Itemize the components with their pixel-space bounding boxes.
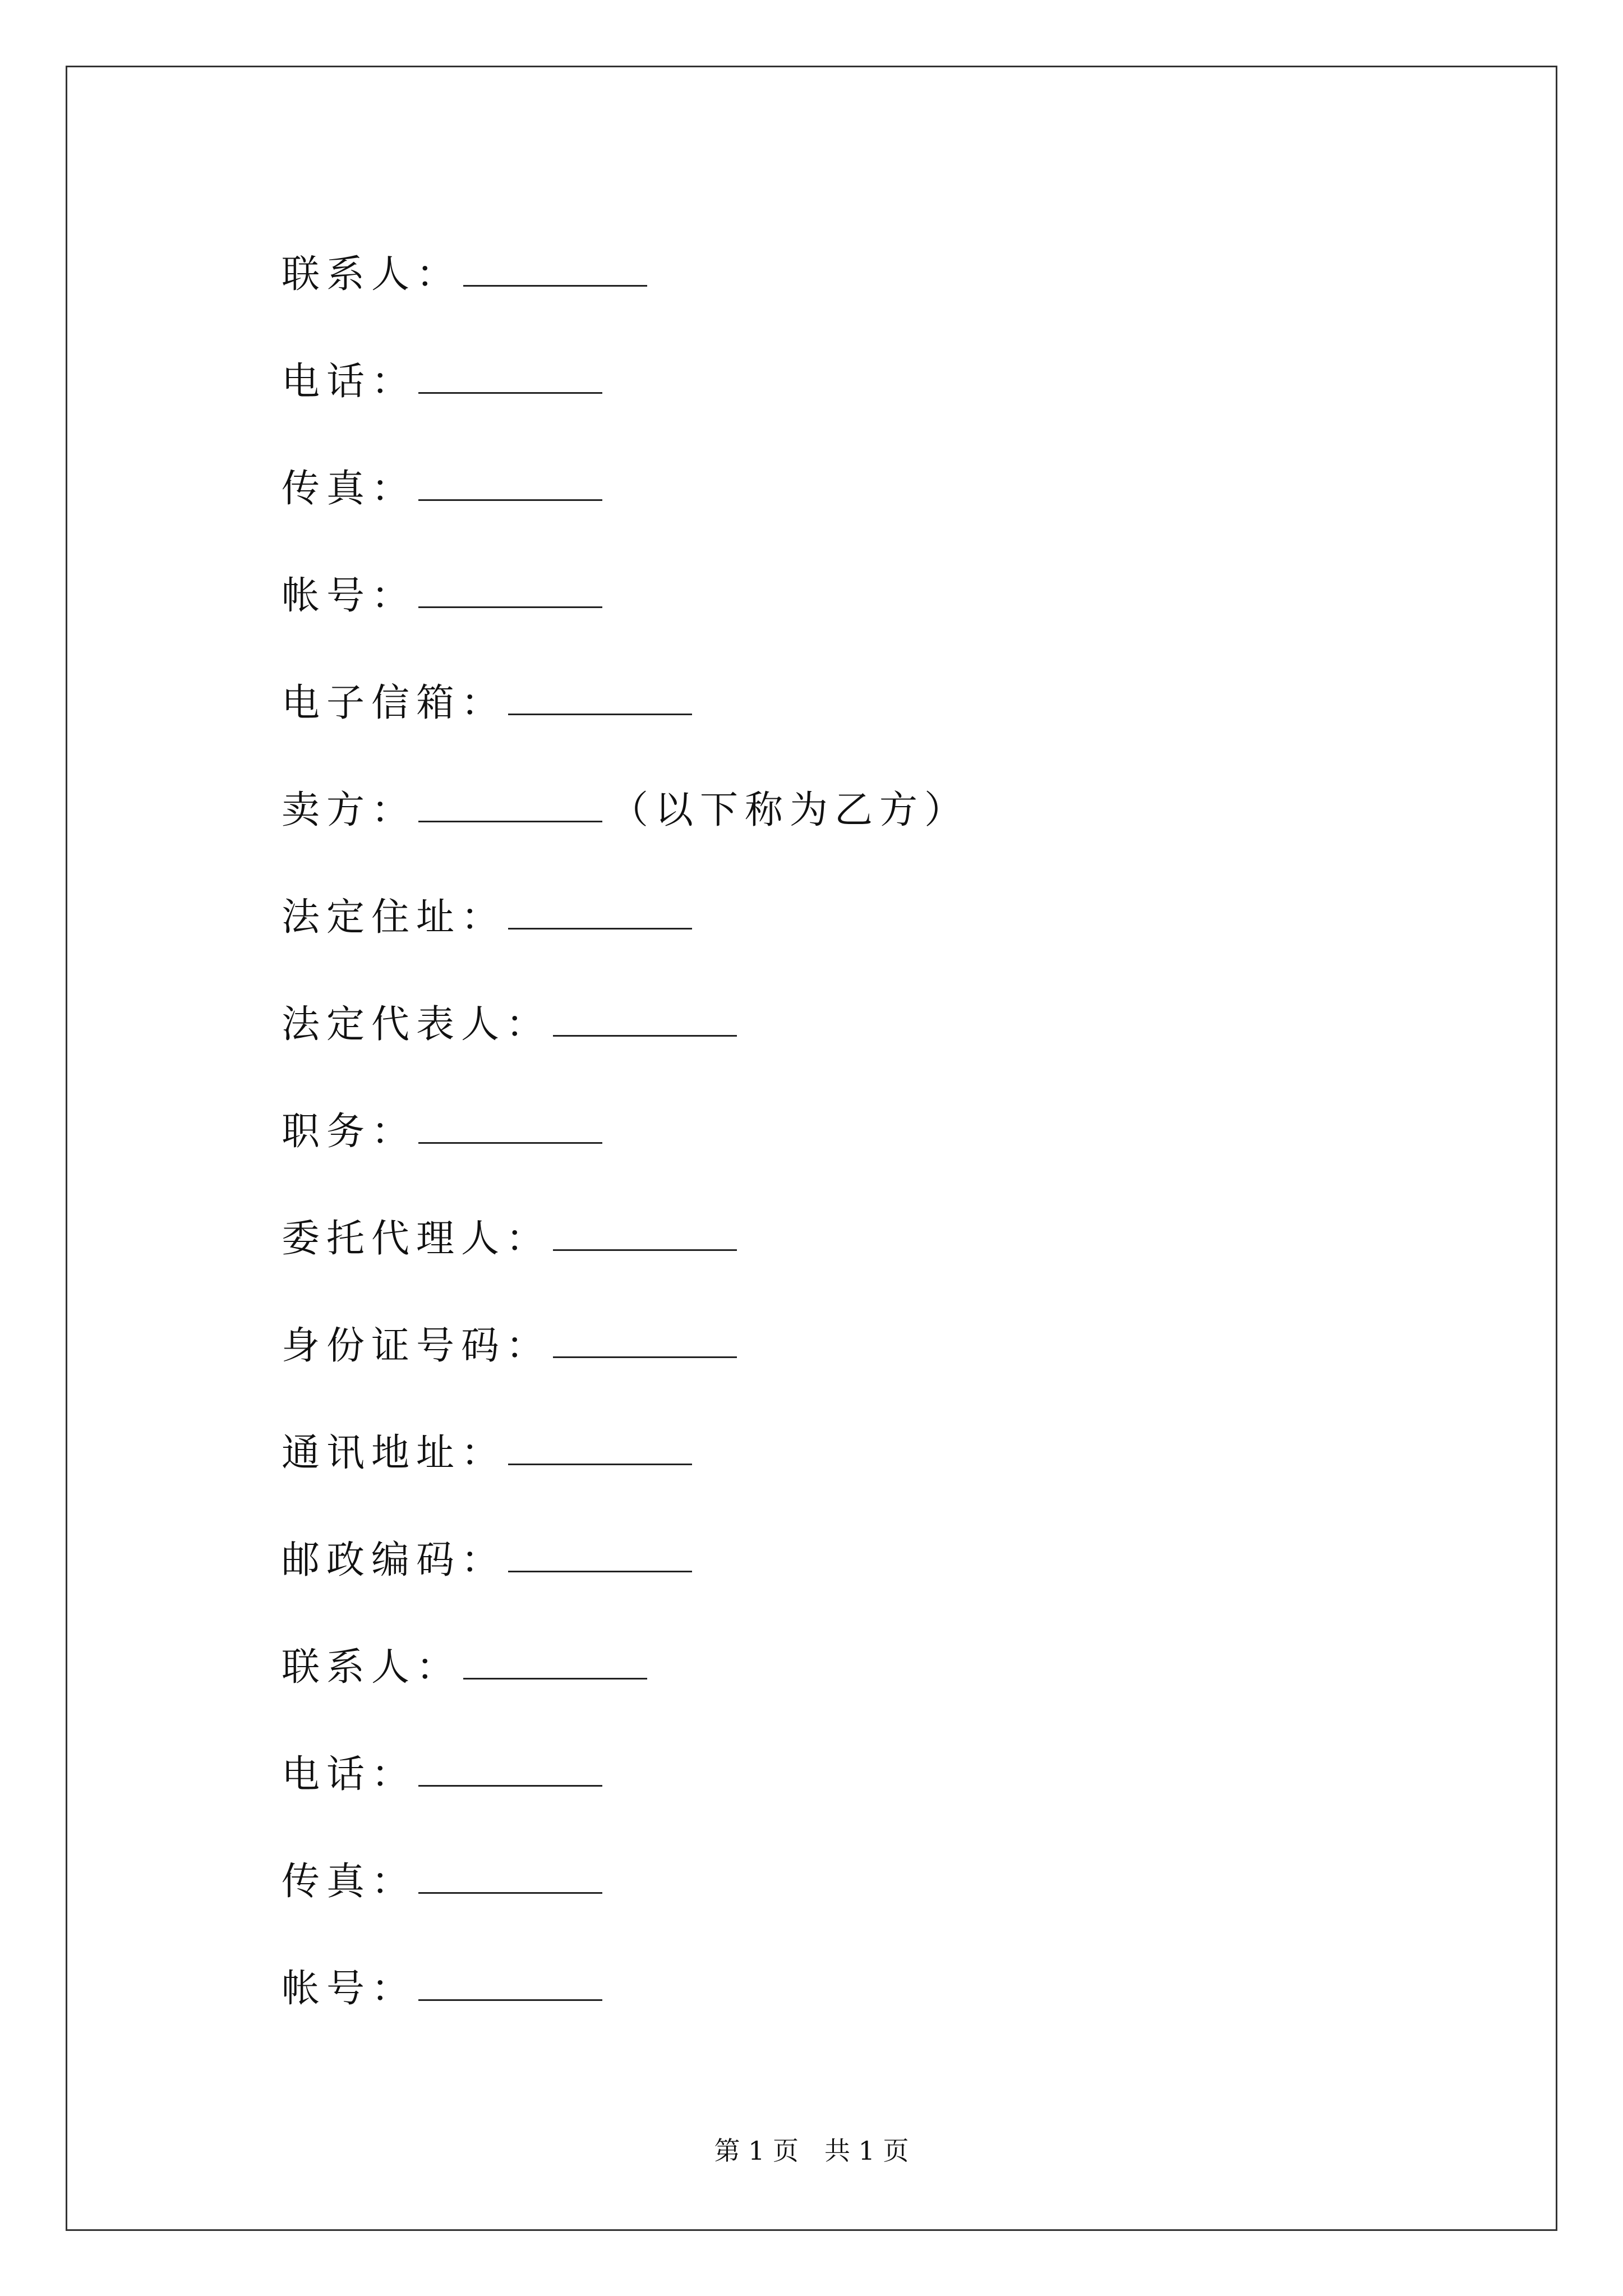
blank-underline [418,466,602,501]
field-label: 电话： [282,360,417,404]
form-line-email [282,646,969,753]
form-line-contact-person [282,1611,969,1718]
field-label: 身份证号码： [282,1324,551,1368]
total-page-count: 共 1 页 [824,2136,909,2166]
blank-underline [463,251,647,287]
blank-underline [508,680,692,715]
form-line-account [282,539,969,646]
form-line-contact-person [282,218,969,325]
field-label: 电子信箱： [282,681,506,725]
contract-party-form [282,218,969,2039]
form-line-fax [282,1825,969,1932]
field-label: 联系人： [282,252,462,297]
field-label: 电话： [282,1752,417,1797]
page-footer [0,2131,1623,2168]
field-label: 联系人： [282,1645,462,1690]
current-page-number: 第 1 页 [714,2136,799,2166]
blank-underline [508,1537,692,1572]
field-label: 帐号： [282,1967,417,2011]
field-label: 邮政编码： [282,1538,506,1582]
form-line-legal-representative [282,968,969,1075]
form-line-mailing-address [282,1396,969,1503]
blank-underline [418,1108,602,1144]
field-label: 法定代表人： [282,1002,551,1047]
form-line-legal-address [282,861,969,968]
blank-underline [418,1858,602,1894]
field-label: 通讯地址： [282,1431,506,1475]
field-label: 传真： [282,467,417,511]
blank-underline [553,1216,737,1251]
form-line-authorized-agent [282,1182,969,1289]
field-label: 传真： [282,1860,417,1904]
field-label: 委托代理人： [282,1217,551,1261]
form-line-phone [282,1718,969,1825]
form-line-fax [282,432,969,539]
form-line-position [282,1075,969,1182]
blank-underline [463,1644,647,1680]
blank-underline [418,787,602,822]
blank-underline [553,1323,737,1358]
party-designation: （以下称为乙方） [610,788,970,832]
form-line-postal-code [282,1503,969,1611]
blank-underline [508,894,692,930]
field-label: 职务： [282,1110,417,1154]
blank-underline [418,1966,602,2001]
blank-underline [418,1751,602,1787]
blank-underline [418,573,602,608]
blank-underline [418,358,602,394]
form-line-id-number [282,1289,969,1396]
field-label: 帐号： [282,574,417,618]
form-line-phone [282,325,969,432]
form-line-seller [282,753,969,861]
field-label: 法定住址： [282,895,506,940]
form-line-account [282,1932,969,2039]
blank-underline [553,1001,737,1037]
field-label: 卖方： [282,788,417,832]
blank-underline [508,1430,692,1465]
